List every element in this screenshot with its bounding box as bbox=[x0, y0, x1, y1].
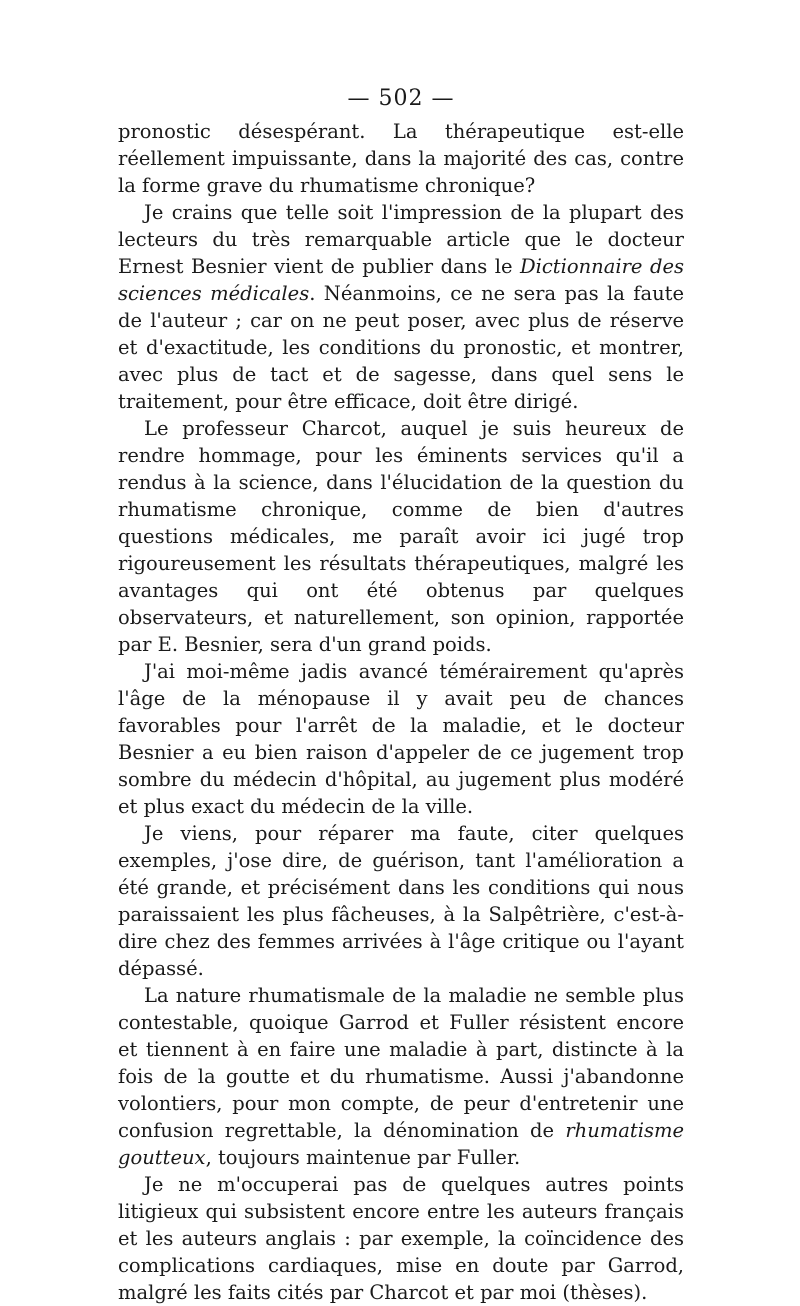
paragraph-5-text: Je viens, pour réparer ma faute, citer quelques exemples, j'ose dire, de guérison, tant l'amélioration a été grande, et précisément dans les conditions qui nous paraissaient les plus fâcheuses, à la Salpêtrière, c'est-à-dire chez des femmes arrivées à l'âge critique ou l'ayant dépassé. bbox=[118, 822, 684, 980]
paragraph-1 bbox=[118, 118, 684, 199]
paragraph-5 bbox=[118, 820, 684, 982]
paragraph-1-text: pronostic désespérant. La thérapeutique est-elle réellement impuissante, dans la majorité des cas, contre la forme grave du rhumatisme chronique? bbox=[118, 120, 684, 197]
paragraph-6 bbox=[118, 982, 684, 1171]
paragraph-4 bbox=[118, 658, 684, 820]
term-rhumatisme-goutteux: rhumatisme goutteux bbox=[118, 1119, 684, 1169]
book-page bbox=[118, 84, 684, 1306]
paragraph-2-text-after: . Néanmoins, ce ne sera pas la faute de l'auteur ; car on ne peut poser, avec plus de réserve et d'exactitude, les conditions du pronostic, et montrer, avec plus de tact et de sagesse, dans quel sens le traitement, pour être efficace, doit être dirigé. bbox=[118, 282, 685, 413]
paragraph-7 bbox=[118, 1171, 684, 1306]
paragraph-6-text-after: , toujours maintenue par Fuller. bbox=[205, 1146, 521, 1169]
paragraph-4-text: J'ai moi-même jadis avancé témérairement qu'après l'âge de la ménopause il y avait peu de chances favorables pour l'arrêt de la maladie, et le docteur Besnier a eu bien raison d'appeler de ce jugement trop sombre du médecin d'hôpital, au jugement plus modéré et plus exact du médecin de la ville. bbox=[118, 660, 684, 818]
paragraph-3 bbox=[118, 415, 684, 658]
paragraph-2-text-before: Je crains que telle soit l'impression de la plupart des lecteurs du très remarquable article que le docteur Ernest Besnier vient de publier dans le bbox=[118, 201, 684, 278]
paragraph-2 bbox=[118, 199, 684, 415]
paragraph-7-text: Je ne m'occuperai pas de quelques autres points litigieux qui subsistent encore entre les auteurs français et les auteurs anglais : par exemple, la coïncidence des complications cardiaques, mise en doute par Garrod, malgré les faits cités par Charcot et par moi (thèses). bbox=[118, 1173, 684, 1304]
dictionary-title: Dictionnaire des sciences médicales bbox=[118, 255, 684, 305]
page-number: — 502 — bbox=[347, 86, 455, 111]
paragraph-3-text: Le professeur Charcot, auquel je suis heureux de rendre hommage, pour les éminents services qu'il a rendus à la science, dans l'élucidation de la question du rhumatisme chronique, comme de bien d'autres questions médicales, me paraît avoir ici jugé trop rigoureusement les résultats thérapeutiques, malgré les avantages qui ont été obtenus par quelques observateurs, et naturellement, son opinion, rapportée par E. Besnier, sera d'un grand poids. bbox=[118, 417, 684, 656]
paragraph-6-text-before: La nature rhumatismale de la maladie ne semble plus contestable, quoique Garrod et Fuller résistent encore et tiennent à en faire une maladie à part, distincte à la fois de la goutte et du rhumatisme. Aussi j'abandonne volontiers, pour mon compte, de peur d'entretenir une confusion regrettable, la dénomination de bbox=[118, 984, 684, 1142]
